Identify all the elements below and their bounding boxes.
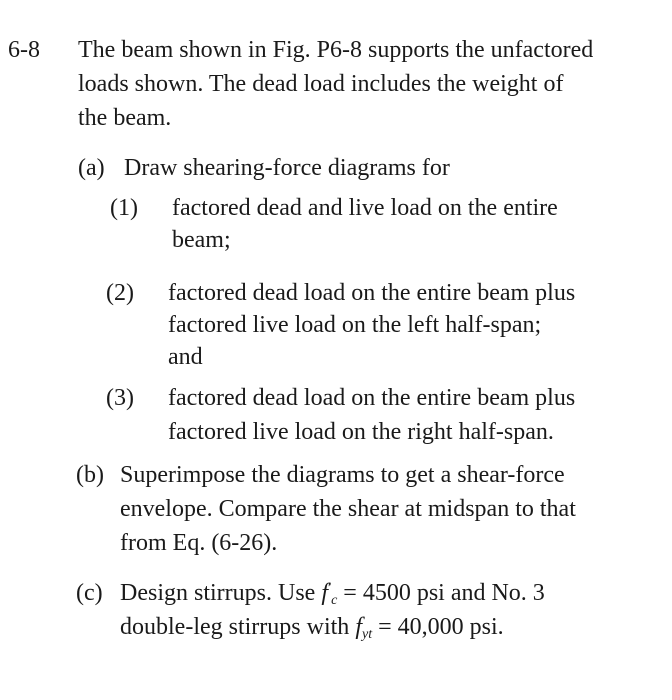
item-2-label: (2) [106,280,134,306]
intro-line: The beam shown in Fig. P6-8 supports the unfactored [78,37,594,63]
text: = 40,000 psi. [378,614,504,640]
part-c-line [120,612,504,642]
fyt-symbol [355,614,372,640]
part-b-line: envelope. Compare the shear at midspan to that [120,496,576,522]
fc-prime: ′ [328,581,332,596]
part-c-label: (c) [76,580,103,606]
text: Design stirrups. Use [120,580,316,606]
intro-line: loads shown. The dead load includes the weight of [78,71,564,97]
fyt-letter: f [355,614,362,640]
part-b-line: from Eq. (6-26). [120,530,278,556]
item-2-line: factored dead load on the entire beam plus [168,280,576,306]
item-3-label: (3) [106,385,134,411]
fc-symbol [321,580,337,606]
item-1-line: beam; [172,227,231,253]
part-b-label: (b) [76,462,104,488]
fyt-subscript: yt [361,627,373,642]
fc-letter: f [321,580,328,606]
item-3-line: factored dead load on the entire beam plus [168,385,576,411]
part-c-line [120,578,545,608]
part-a-label: (a) [78,155,105,181]
text: = 4500 psi and No. 3 [343,580,545,606]
part-a-text: Draw shearing-force diagrams for [124,155,450,181]
item-1-line: factored dead and live load on the entire [172,195,558,221]
problem-number: 6-8 [8,37,40,63]
fc-subscript: c [331,593,338,608]
item-2-line: factored live load on the left half-span; [168,312,542,338]
item-2-line: and [168,344,203,370]
item-3-line: factored live load on the right half-span. [168,419,554,445]
part-b-line: Superimpose the diagrams to get a shear-force [120,462,565,488]
text: double-leg stirrups with [120,614,350,640]
intro-line: the beam. [78,105,172,131]
item-1-label: (1) [110,195,138,221]
